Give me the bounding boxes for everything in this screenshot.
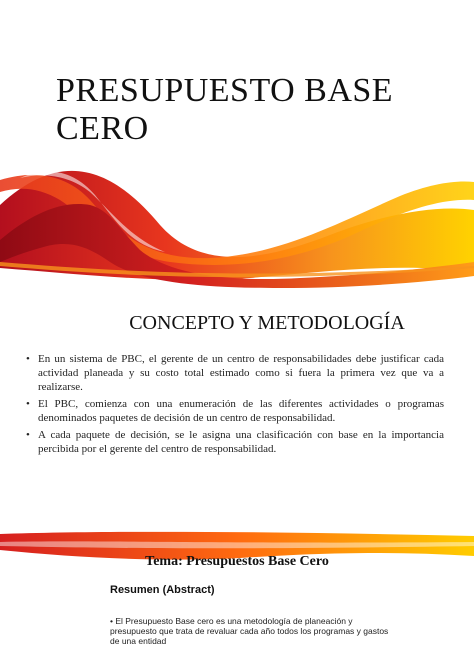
bullet-icon: •	[26, 398, 30, 410]
bullet-icon: •	[26, 429, 30, 441]
bullet-icon: •	[26, 353, 30, 365]
slide-summary	[0, 528, 474, 646]
slide-2-title: CONCEPTO Y METODOLOGÍA	[129, 312, 405, 334]
bullet-text: En un sistema de PBC, el gerente de un centro de responsabilidades debe justificar cada actividad planeada y su costo total estimado como si fuera la primera vez que va a realizarse.	[38, 353, 444, 393]
bullet-item	[26, 428, 444, 456]
bullet-item	[26, 397, 444, 425]
bullet-list	[26, 352, 444, 459]
title-line-1: PRESUPUESTO BASE	[56, 72, 394, 109]
bullet-text: El PBC, comienza con una enumeración de las diferentes actividades o programas denominados paquetes de decisión de un centro de responsabilidad.	[38, 398, 444, 424]
slide-3-body: • El Presupuesto Base cero es una metodología de planeación y presupuesto que trata de revaluar cada año todos los programas y gastos de una entidad	[110, 616, 389, 646]
title-line-2: CERO	[56, 110, 149, 147]
bullet-text: A cada paquete de decisión, se le asigna una clasificación con base en la importancia percibida por el gerente del centro de responsabilidad.	[38, 429, 444, 455]
bullet-item	[26, 352, 444, 394]
slide-concept	[0, 290, 474, 528]
slide-title	[0, 0, 474, 290]
red-orange-wave-graphic	[0, 0, 474, 290]
slide-3-subtitle: Resumen (Abstract)	[110, 584, 215, 596]
slide-3-title: Tema: Presupuestos Base Cero	[145, 554, 329, 569]
